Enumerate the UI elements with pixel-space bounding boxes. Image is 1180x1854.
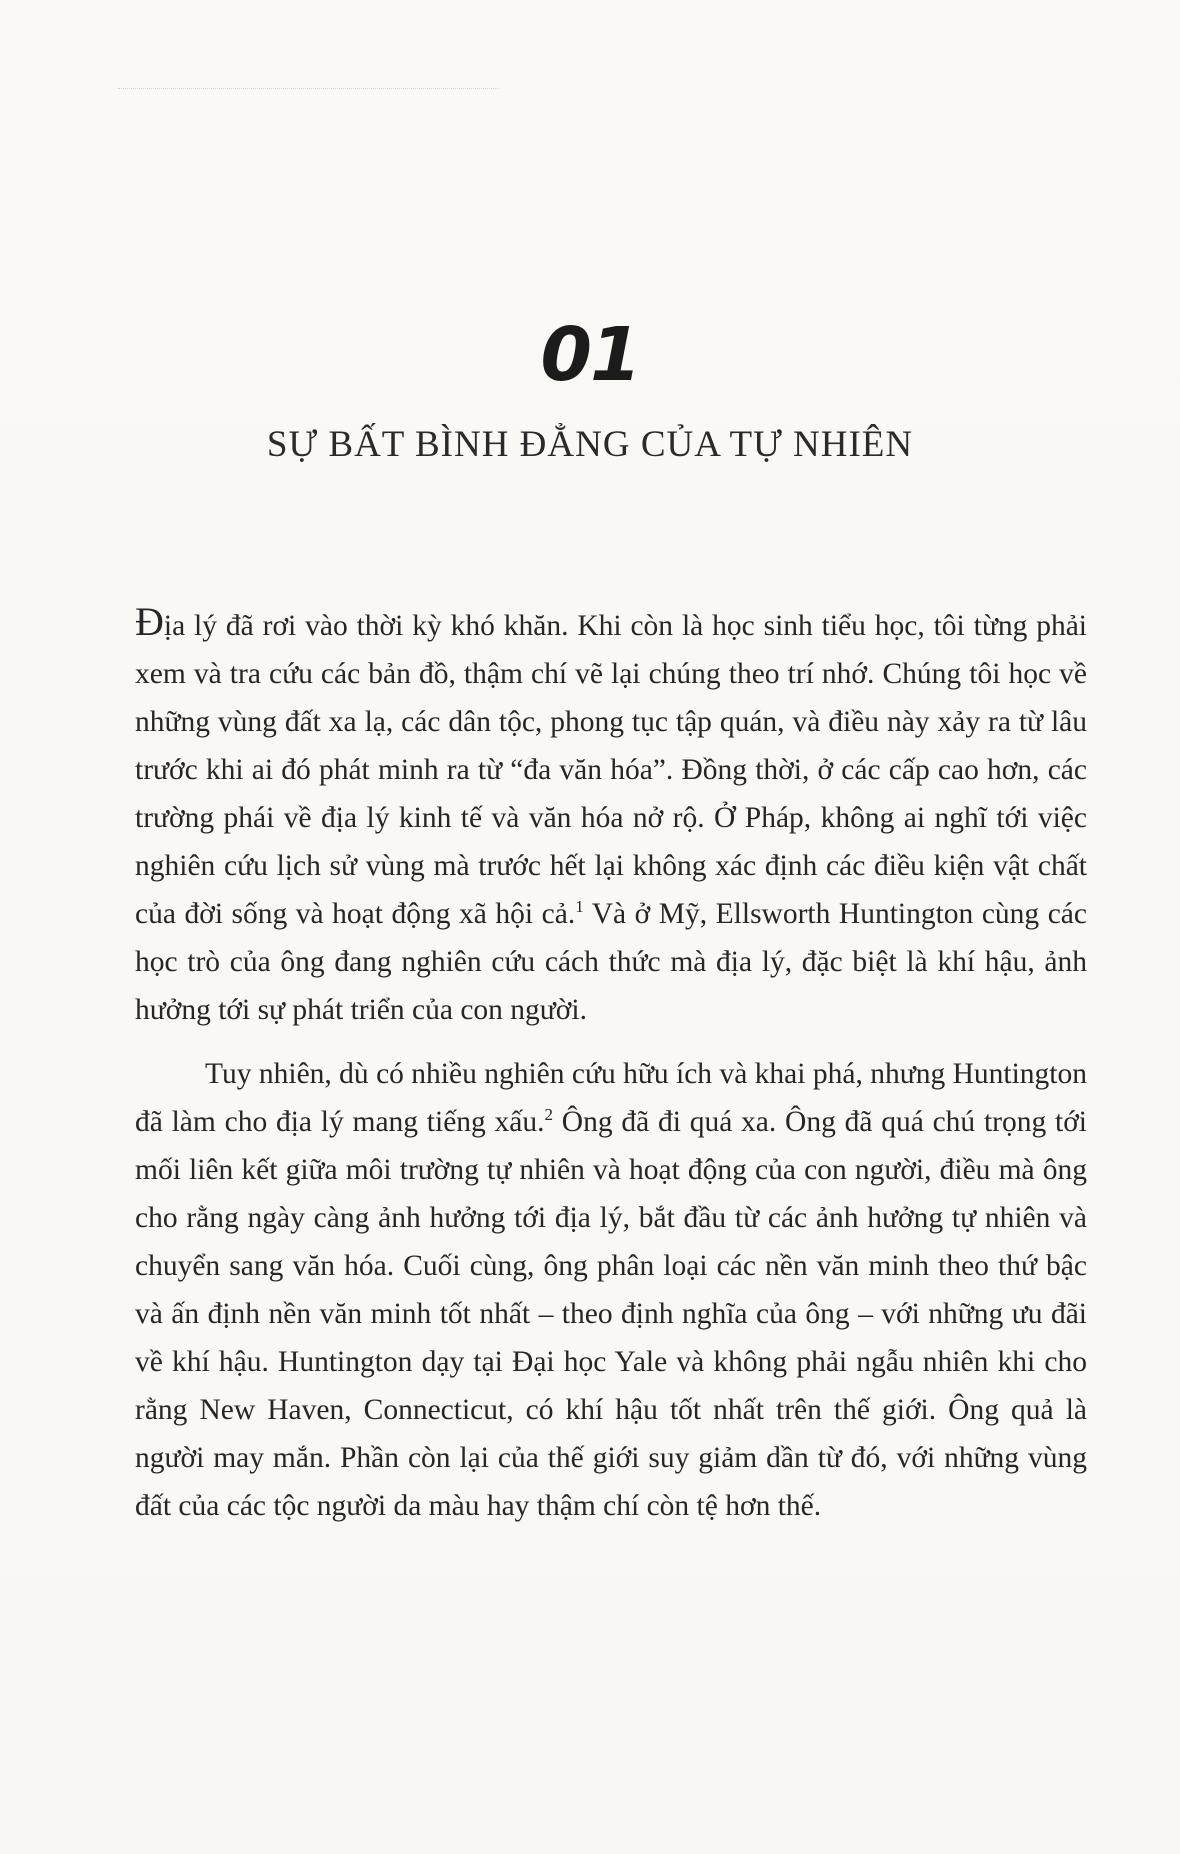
paragraph-2-text-a: Tuy nhiên, dù có nhiều nghiên cứu hữu ích và khai phá, nhưng Huntington đã làm cho địa lý mang tiếng xấu. [135,1058,1087,1138]
show-through-rule [118,88,498,90]
paragraph-2-text-b: Ông đã đi quá xa. Ông đã quá chú trọng tới mối liên kết giữa môi trường tự nhiên và hoạt động của con người, điều mà ông cho rằng ngày càng ảnh hưởng tới địa lý, bắt đầu từ các ảnh hưởng tự nhiên và chuyển sang văn hóa. Cuối cùng, ông phân loại các nền văn minh theo thứ bậc và ấn định nền văn minh tốt nhất – theo định nghĩa của ông – với những ưu đãi về khí hậu. Huntington dạy tại Đại học Yale và không phải ngẫu nhiên khi cho rằng New Haven, Connecticut, có khí hậu tốt nhất trên thế giới. Ông quả là người may mắn. Phần còn lại của thế giới suy giảm dần từ đó, với những vùng đất của các tộc người da màu hay thậm chí còn tệ hơn thế. [135,1106,1087,1522]
chapter-title: SỰ BẤT BÌNH ĐẲNG CỦA TỰ NHIÊN [266,424,914,465]
paragraph-1 [135,599,1087,1034]
paragraph-2 [135,1050,1087,1530]
paragraph-1-text-a: ịa lý đã rơi vào thời kỳ khó khăn. Khi còn là học sinh tiểu học, tôi từng phải xem và tra cứu các bản đồ, thậm chí vẽ lại chúng theo trí nhớ. Chúng tôi học về những vùng đất xa lạ, các dân tộc, phong tục tập quán, và điều này xảy ra từ lâu trước khi ai đó phát minh ra từ “đa văn hóa”. Đồng thời, ở các cấp cao hơn, các trường phái về địa lý kinh tế và văn hóa nở rộ. Ở Pháp, không ai nghĩ tới việc nghiên cứu lịch sử vùng mà trước hết lại không xác định các điều kiện vật chất của đời sống và hoạt động xã hội cả. [135,610,1087,930]
footnote-ref-1[interactable]: 1 [575,897,584,917]
footnote-ref-2[interactable]: 2 [544,1105,554,1125]
body-text [135,599,1087,1530]
chapter-number: 01 [540,312,640,398]
drop-cap: Đ [135,599,164,644]
paragraph-1-text-b: Và ở Mỹ, Ellsworth Huntington cùng các học trò của ông đang nghiên cứu cách thức mà địa lý, đặc biệt là khí hậu, ảnh hưởng tới sự phát triển của con người. [135,898,1087,1026]
